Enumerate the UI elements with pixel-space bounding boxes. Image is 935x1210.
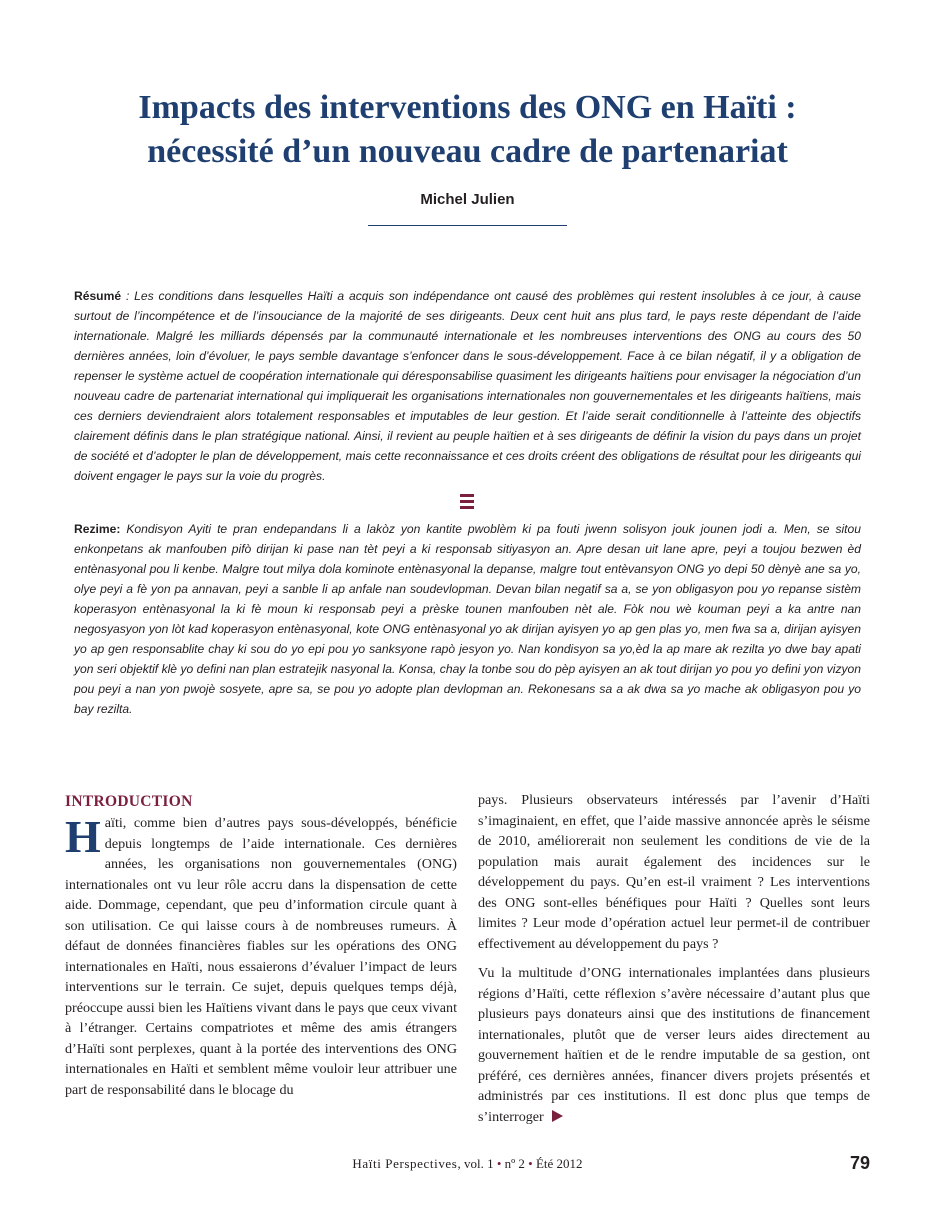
journal-number: nº 2	[504, 1156, 525, 1171]
continue-arrow-icon	[552, 1110, 563, 1122]
author-name: Michel Julien	[420, 191, 515, 208]
page-footer	[0, 1156, 935, 1172]
intro-paragraph-1-continued: pays. Plusieurs observateurs intéressés par l’avenir d’Haïti s’imaginaient, en effet, que l’aide massive annoncée après le séisme de 2010, améliorerait non seulement les conditions de vie de la population mais aurait également des incidences sur le développement du pays. Qu’en est-il vraiment ? Les interventions des ONG sont-elles bénéfiques pour Haïti ? Quelles sont leurs limites ? Leur mode d’opération actuel leur permet-il de contribuer effectivement au développement du pays ?	[478, 792, 870, 952]
abstract-french-label: Résumé	[74, 289, 122, 303]
footer-bullet-2: •	[524, 1156, 536, 1171]
footer-bullet-1: •	[493, 1156, 505, 1171]
title-line-2: nécessité d’un nouveau cadre de partenariat	[147, 133, 788, 170]
journal-volume: , vol. 1	[457, 1156, 494, 1171]
intro-paragraph-1-left-text: aïti, comme bien d’autres pays sous-développés, bénéficie depuis longtemps de l’aide internationale. Ces dernières années, les organisations non gouvernementales (ONG) internationales ont vu leur rôle accru dans la dispensation de cette aide. Dommage, cependant, que peu d’information circule quant à son utilisation. Ce qui laisse cours à de nombreuses rumeurs. À défaut de données financières fiables sur les opérations des ONG internationales en Haïti, nous essaierons d’évaluer l’impact de leurs interventions sur le terrain. Ce sujet, depuis quelques temps déjà, préoccupe aussi bien les Haïtiens vivant dans le pays que ceux vivant à l’étranger. Certains compatriotes et même des amis étrangers d’Haïti sont perplexes, quant à la portée des interventions des ONG internationales en Haïti et semblent même vouloir leur attribuer une part de responsabilité dans le blocage du	[65, 815, 457, 1098]
title-divider	[368, 225, 567, 226]
section-heading: INTRODUCTION	[65, 793, 193, 810]
article-title	[60, 86, 875, 174]
abstract-creole	[74, 519, 861, 719]
triple-bar-ornament-icon	[460, 494, 474, 510]
intro-paragraph-1	[65, 813, 457, 1100]
intro-paragraph-2	[478, 963, 870, 1127]
journal-name: Haïti Perspectives	[352, 1156, 458, 1171]
body-column-left	[65, 790, 457, 1100]
journal-season: Été 2012	[535, 1156, 583, 1171]
abstract-french-text: : Les conditions dans lesquelles Haïti a acquis son indépendance ont causé des problèmes qui restent insolubles à ce jour, à cause surtout de l’incompétence et de l’insouciance de la majorité de ses dirigeants. Deux cent huit ans plus tard, le pays reste dépendant de l’aide internationale. Malgré les milliards dépensés par la communauté internationale et les nombreuses interventions des ONG au cours des 50 dernières années, loin d’évoluer, le pays semble davantage s’enfoncer dans le sous-développement. Face à ce bilan négatif, il y a obligation de repenser le système actuel de coopération internationale qui déresponsabilise quasiment les dirigeants haïtiens pour envisager la négociation d’un nouveau cadre de partenariat international qui impliquerait les organisations internationales non gouvernementales et les dirigeants haïtiens, mais ces derniers deviendraient alors totalement responsables et imputables de leur gestion. Et l’aide serait conditionnelle à l’atteinte des objectifs clairement définis dans le plan stratégique national. Ainsi, il revient au peuple haïtien et à ses dirigeants de définir la vision du pays dans un projet de société et d’adopter le plan de développement, mais cette reconnaissance et ces droits créent des obligations de résultat pour les dirigeants qui doivent engager le pays sur la voie du progrès.	[74, 289, 861, 483]
drop-cap: H	[65, 811, 101, 862]
abstract-creole-text: Kondisyon Ayiti te pran endepandans li a lakòz yon kantite pwoblèm ki pa fouti jwenn solisyon jouk jounen jodi a. Men, se sitou enkonpetans ak manfouben pifò dirijan ki pase nan tèt peyi a ki responsab sitiyasyon an. Apre desan uit lane apre, peyi a toujou bezwen èd entènasyonal pou li kenbe. Malgre tout milya dola kominote entènasyonal la depanse, malgre tout entèvansyon ONG yo depi 50 dènyè ane sa yo, olye peyi a fè yon pa annavan, peyi a sanble li ap anfale nan soudevlopman. Devan bilan negatif sa a, se yon obligasyon pou yo repanse sistèm koperasyon entènasyonal la ki fè moun ki responsab peyi a prèske tounen manfouben nèt ale. Fòk nou wè kouman peyi a ka antre nan negosyasyon yon lòt kad koperasyon entènasyonal, kote ONG entènasyonal yo ak dirijan ayisyen yo ap gen plas yo, men fwa sa a, dirijan ayisyen yo ap gen responsablite chay ki sou do yo epi pou yo sanksyone rapò jesyon yo. Nan kondisyon sa yo,èd la ap mare ak rezilta yo dwe bay apati yon seri objektif klè yo defini nan plan estratejik nasyonal la. Konsa, chay la tonbe sou do pèp ayisyen an ak tout dirijan yo pou yo defini yon vizyon pou peyi a nan yon pwojè sosyete, apre sa, se pou yo adopte plan devlopman an. Rekonesans sa a ak dwa sa yo mache ak obligasyon pou yo bay rezilta.	[74, 522, 861, 716]
abstract-french	[74, 286, 861, 486]
page-number: 79	[849, 1153, 870, 1173]
body-column-right	[478, 790, 870, 1127]
abstract-creole-label: Rezime:	[74, 522, 121, 536]
intro-paragraph-2-text: Vu la multitude d’ONG internationales implantées dans plusieurs régions d’Haïti, cette réflexion s’avère nécessaire d’autant plus que plusieurs pays donateurs ainsi que des institutions de financement internationales, plutôt que de verser leurs aides directement au gouvernement haïtien et de le rendre imputable de sa gestion, ont préféré, ces dernières années, financer divers projets présentés et administrés par ces institutions. Il est donc plus que temps de s’interroger	[478, 965, 870, 1125]
title-line-1: Impacts des interventions des ONG en Haïti :	[138, 89, 797, 126]
